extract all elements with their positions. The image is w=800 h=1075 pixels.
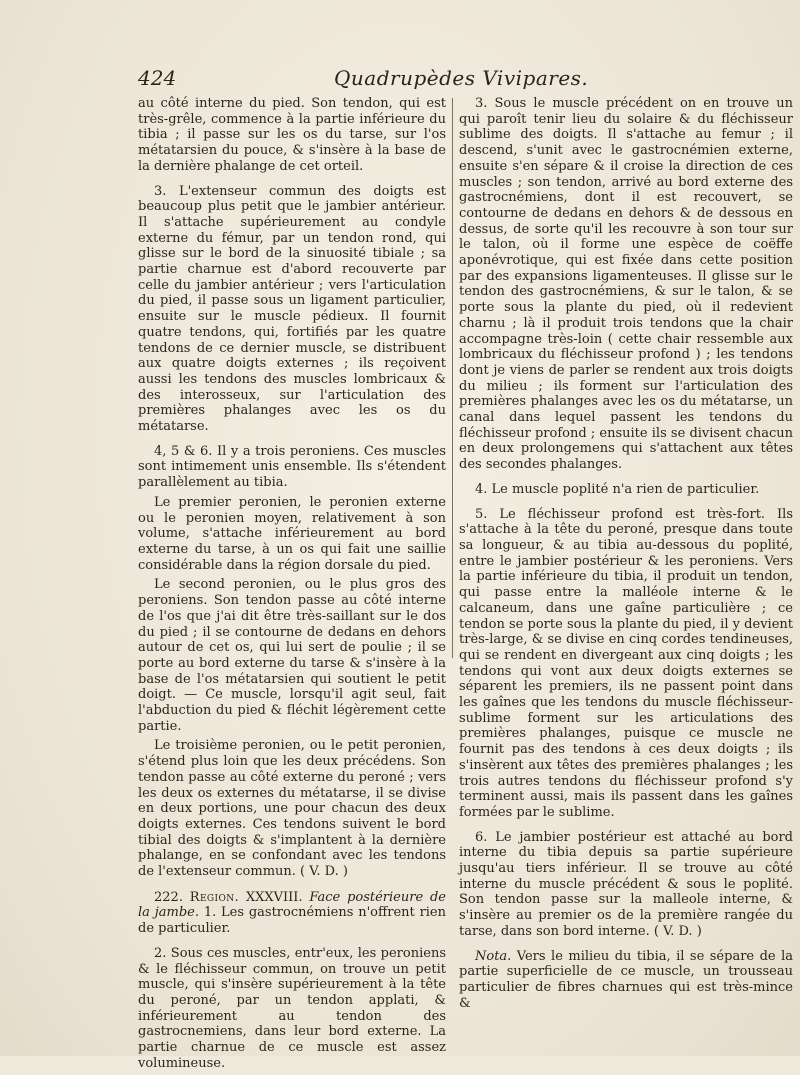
nota-text: Vers le milieu du tibia, il se sépare de la partie superficielle de ce muscle, un trousseau particulier de fibres charnues qui est très-mince &: [459, 948, 793, 1011]
region-heading: [138, 890, 446, 937]
left-paragraph-petit-muscle: 2. Sous ces muscles, entr'eux, les peroniens & le fléchisseur commun, on trouve un petit muscle, qui s'insère supérieurement à la tête du peroné, par un tendon applati, & inférieurement au tendon des gastrocnemiens, dans leur bord externe. La partie charnue de ce muscle est assez volumineuse.: [138, 945, 446, 1071]
region-title: Face postérieure de la jambe.: [138, 889, 446, 921]
left-column: [138, 96, 446, 1075]
right-column: [459, 96, 793, 1015]
region-label: Region.: [189, 889, 240, 905]
page-number: 424: [138, 66, 177, 90]
region-roman: XXXVIII.: [245, 889, 303, 905]
right-paragraph-poplite: 4. Le muscle poplité n'a rien de particulier.: [475, 481, 760, 497]
right-paragraph-solaire: 3. Sous le muscle précédent on en trouve un qui paroît tenir lieu du solaire & du fléchisseur sublime des doigts. Il s'attache au femur ; il descend, s'unit avec le gastrocnémien externe, ensuite s'en sépare & il croise la direction de ces muscles ; son tendon, arrivé au bord externe des gastrocnémiens, dont il est recouvert, se contourne de dedans en dehors & de dessous en dessus, de sorte qu'il les recouvre à son tour sur le talon, où il forme une espèce de coëffe aponévrotique, qui est fixée dans cette position par des expansions ligamenteuses. Il glisse sur le tendon des gastrocnémiens, & sur le talon, & se porte sous la plante du pied, où il redevient charnu ; là il produit trois tendons que la chair accompagne très-loin ( cette chair ressemble aux lombricaux du fléchisseur profond ) ; les tendons dont je viens de parler se rendent aux trois doigts du milieu ; ils forment sur l'articulation des premières phalanges avec les os du métatarse, un canal dans lequel passent les tendons du fléchisseur profond ; ensuite ils se divisent chacun en deux prolongemens qui s'attachent aux têtes des secondes phalanges.: [459, 96, 793, 473]
left-paragraph-peroniens: 4, 5 & 6. Il y a trois peroniens. Ces muscles sont intimement unis ensemble. Ils s'étendent parallèlement au tibia.: [138, 443, 446, 491]
left-paragraph-second-peronien: Le second peronien, ou le plus gros des peroniens. Son tendon passe au côté interne de l'os que j'ai dit être très-saillant sur le dos du pied ; il se contourne de dedans en dehors autour de cet os, qui lui sert de poulie ; il se porte au bord externe du tarse & s'insère à la base de l'os métatarsien qui soutient le petit doigt. — Ce muscle, lorsqu'il agit seul, fait l'abduction du pied & fléchit légèrement cette partie.: [138, 577, 446, 734]
column-divider: [452, 98, 453, 658]
right-paragraph-flechisseur: 5. Le fléchisseur profond est très-fort. Ils s'attache à la tête du peroné, presque dans toute sa longueur, & au tibia au-dessous du poplité, entre le jambier postérieur & les peroniens. Vers la partie inférieure du tibia, il produit un tendon, qui passe entre la malléole interne & le calcaneum, dans une gaîne particulière ; ce tendon se porte sous la plante du pied, il y devient très-large, & se divise en cinq cordes tendineuses, qui se rendent en divergeant aux cinq doigts ; les tendons qui vont aux deux doigts externes se séparent les premiers, ils ne passent point dans les gaînes que les tendons du muscle fléchisseur-sublime forment sur les articulations des premières phalanges, puisque ce muscle ne fournit pas des tendons à ces deux doigts ; ils s'insèrent aux têtes des premières phalanges ; les trois autres tendons du fléchisseur profond s'y terminent aussi, mais ils passent dans les gaînes formées par le sublime.: [459, 506, 793, 820]
right-paragraph-nota: [459, 949, 793, 1012]
left-paragraph-premier-peronien: Le premier peronien, le peronien externe ou le peronien moyen, relativement à son volume, s'attache inférieurement au bord externe du tarse, à un os qui fait une saillie considérable dans la région dorsale du pied.: [138, 494, 446, 573]
region-text: 1. Les gastrocnémiens n'offrent rien de particulier.: [138, 905, 447, 937]
left-paragraph-extensor: 3. L'extenseur commun des doigts est beaucoup plus petit que le jambier antérieur. Il s'attache supérieurement au condyle externe du fémur, par un tendon rond, qui glisse sur le bord de la sinuosité tibiale ; sa partie charnue est d'abord recouverte par celle du jambier antérieur ; vers l'articulation du pied, il passe sous un ligament particulier, ensuite sur le muscle pédieux. Il fournit quatre tendons, qui, fortifiés par les quatre tendons de ce dernier muscle, se distribuent aux quatre doigts externes ; ils reçoivent aussi les tendons des muscles lombricaux & des interosseux, sur l'articulation des premières phalanges avec les os du métatarse.: [138, 183, 446, 435]
running-title: Quadrupèdes Vivipares.: [334, 66, 589, 90]
left-paragraph-1: au côté interne du pied. Son tendon, qui est très-grêle, commence à la partie inférieure du tibia ; il passe sur les os du tarse, sur l'os métatarsien du pouce, & s'insère à la base de la dernière phalange de cet orteil.: [138, 96, 446, 174]
page-header: [138, 66, 778, 94]
left-paragraph-troisieme-peronien: Le troisième peronien, ou le petit peronien, s'étend plus loin que les deux précédens. Son tendon passe au côté externe du peroné ; vers les deux os externes du métatarse, il se divise en deux portions, une pour chacun des deux doigts externes. Ces tendons suivent le bord tibial des doigts & s'implantent à la dernière phalange, en se confondant avec les tendons de l'extenseur commun. ( V. D. ): [138, 738, 446, 880]
region-number: 222.: [154, 889, 183, 905]
right-paragraph-jambier: 6. Le jambier postérieur est attaché au bord interne du tibia depuis sa partie supérieure jusqu'au tiers inférieur. Il se trouve au côté interne du muscle précédent & sous le poplité. Son tendon passe sur la malleole interne, & s'insère au premier os de la première rangée du tarse, dans son bord interne. ( V. D. ): [459, 829, 793, 939]
nota-label: Nota.: [475, 948, 512, 964]
